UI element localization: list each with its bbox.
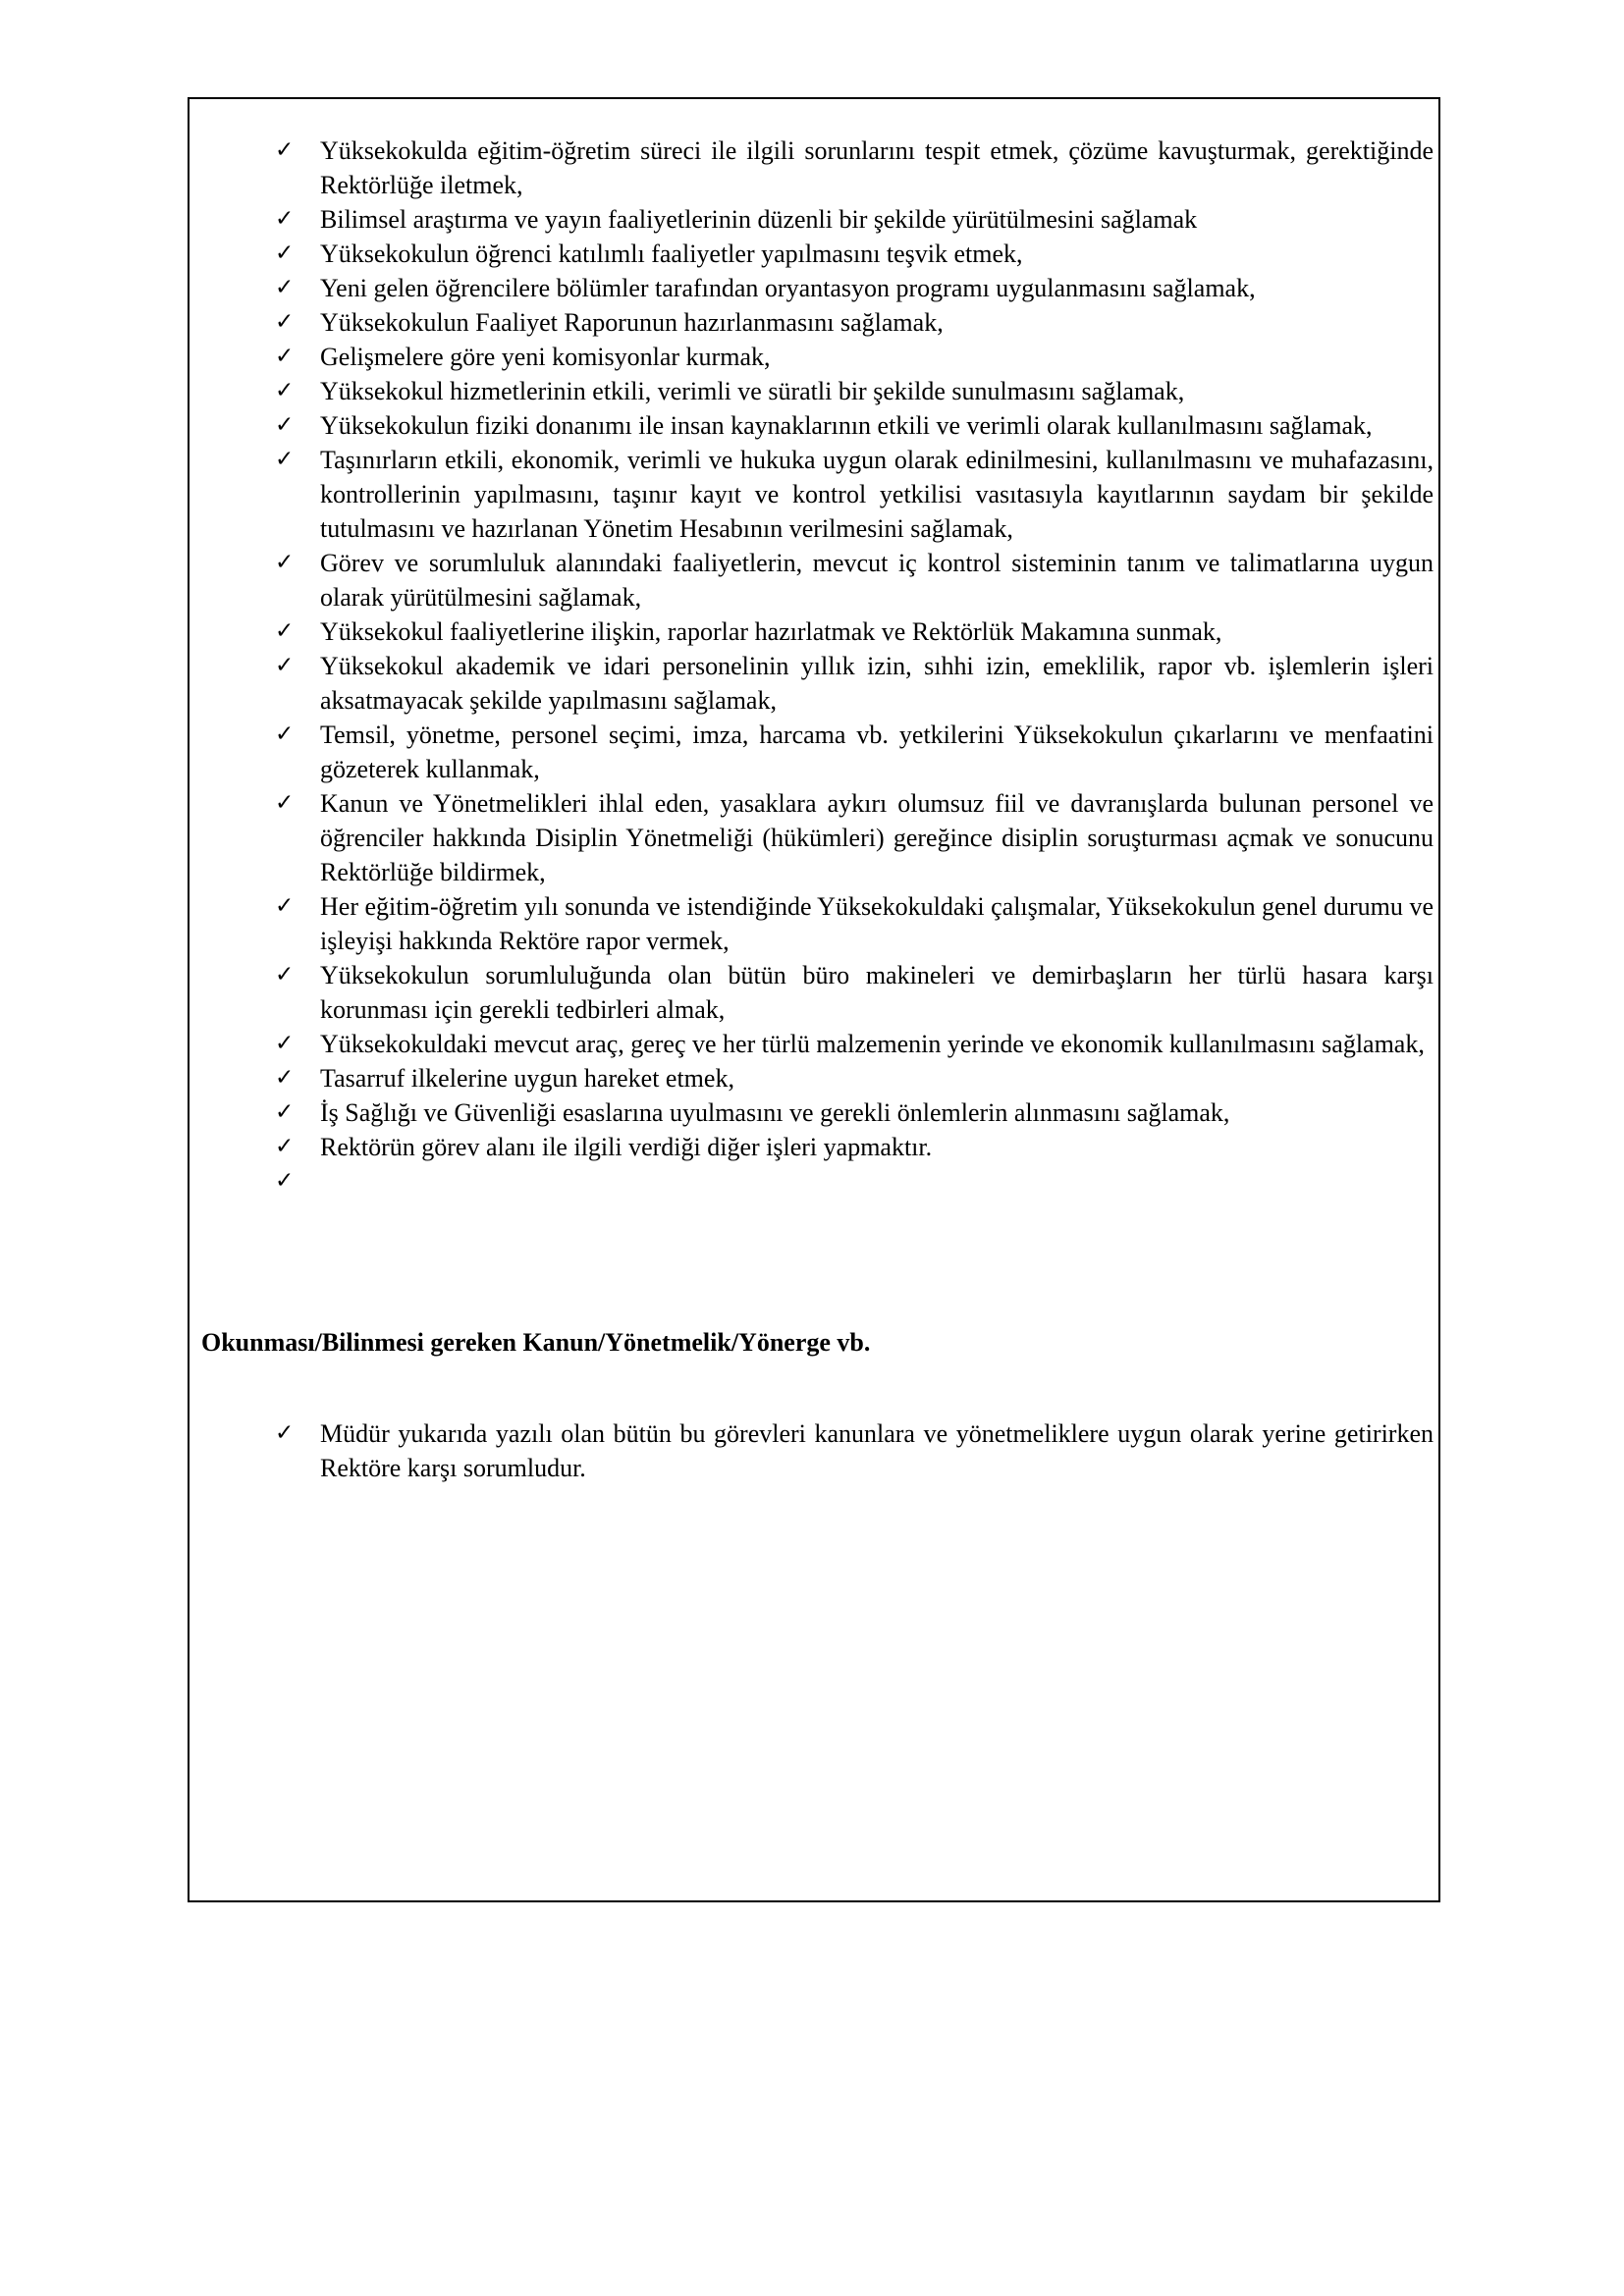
duty-text: Yüksekokul faaliyetlerine ilişkin, raporlar hazırlatmak ve Rektörlük Makamına sunmak,	[320, 617, 1222, 646]
checkmark-icon: ✓	[275, 1065, 295, 1091]
checkmark-icon: ✓	[275, 1134, 295, 1159]
list-item	[275, 546, 1434, 614]
duty-text: Her eğitim-öğretim yılı sonunda ve istendiğinde Yüksekokuldaki çalışmalar, Yüksekokulun genel durumu ve işleyişi hakkında Rektöre rapor vermek,	[320, 892, 1434, 955]
duty-text: Taşınırların etkili, ekonomik, verimli ve hukuka uygun olarak edinilmesini, kullanılmasını ve muhafazasını, kontrollerinin yapılmasını, taşınır kayıt ve kontrol yetkilisi vasıtasıyla kayıtlarının saydam bir şekilde tutulmasını ve hazırlanan Yönetim Hesabının verilmesini sağlamak,	[320, 446, 1434, 543]
list-item	[275, 305, 1434, 340]
checkmark-icon: ✓	[275, 412, 295, 438]
list-item	[275, 1416, 1434, 1485]
list-item	[275, 374, 1434, 408]
checkmark-icon: ✓	[275, 1099, 295, 1125]
checkmark-icon: ✓	[275, 1031, 295, 1056]
checkmark-icon: ✓	[275, 275, 295, 300]
duty-text: Yüksekokulun Faaliyet Raporunun hazırlanmasını sağlamak,	[320, 308, 944, 337]
note-list	[275, 1416, 1434, 1485]
duty-text: Yüksekokulda eğitim-öğretim süreci ile ilgili sorunlarını tespit etmek, çözüme kavuşturmak, gerektiğinde Rektörlüğe iletmek,	[320, 136, 1434, 199]
section-heading: Okunması/Bilinmesi gereken Kanun/Yönetmelik/Yönerge vb.	[201, 1328, 871, 1357]
checkmark-icon: ✓	[275, 1420, 295, 1446]
list-item	[275, 786, 1434, 889]
duty-text: Yüksekokulun sorumluluğunda olan bütün büro makineleri ve demirbaşların her türlü hasara karşı korunması için gerekli tedbirleri almak,	[320, 961, 1434, 1024]
list-item	[275, 614, 1434, 649]
list-item	[275, 1164, 1434, 1199]
list-item	[275, 237, 1434, 271]
duty-text: Yüksekokulun öğrenci katılımlı faaliyetler yapılmasını teşvik etmek,	[320, 240, 1023, 268]
duty-text: Yüksekokul akademik ve idari personelinin yıllık izin, sıhhi izin, emeklilik, rapor vb. işlemlerin işleri aksatmayacak şekilde yapılmasını sağlamak,	[320, 652, 1434, 715]
checkmark-icon: ✓	[275, 893, 295, 919]
duty-text: Kanun ve Yönetmelikleri ihlal eden, yasaklara aykırı olumsuz fiil ve davranışlarda bulunan personel ve öğrenciler hakkında Disiplin Yönetmeliği (hükümleri) gereğince disiplin soruşturması açmak ve sonucunu Rektörlüğe bildirmek,	[320, 789, 1434, 886]
checkmark-icon: ✓	[275, 653, 295, 678]
checkmark-icon: ✓	[275, 1168, 295, 1194]
checkmark-icon: ✓	[275, 447, 295, 472]
list-item	[275, 958, 1434, 1027]
checkmark-icon: ✓	[275, 790, 295, 816]
checkmark-icon: ✓	[275, 962, 295, 988]
list-item	[275, 408, 1434, 443]
list-item	[275, 133, 1434, 202]
checkmark-icon: ✓	[275, 618, 295, 644]
checkmark-icon: ✓	[275, 721, 295, 747]
duty-text: Rektörün görev alanı ile ilgili verdiği diğer işleri yapmaktır.	[320, 1133, 933, 1161]
checkmark-icon: ✓	[275, 550, 295, 575]
duty-text	[320, 1164, 1434, 1199]
duty-text: Yüksekokuldaki mevcut araç, gereç ve her türlü malzemenin yerinde ve ekonomik kullanılmasını sağlamak,	[320, 1030, 1425, 1058]
duty-text: İş Sağlığı ve Güvenliği esaslarına uyulmasını ve gerekli önlemlerin alınmasını sağlamak,	[320, 1098, 1230, 1127]
checkmark-icon: ✓	[275, 137, 295, 163]
list-item	[275, 271, 1434, 305]
duty-text: Görev ve sorumluluk alanındaki faaliyetlerin, mevcut iç kontrol sisteminin tanım ve talimatlarına uygun olarak yürütülmesini sağlamak,	[320, 549, 1434, 612]
list-item	[275, 889, 1434, 958]
list-item	[275, 202, 1434, 237]
list-item	[275, 1027, 1434, 1061]
duty-text: Tasarruf ilkelerine uygun hareket etmek,	[320, 1064, 734, 1093]
duty-text: Temsil, yönetme, personel seçimi, imza, harcama vb. yetkilerini Yüksekokulun çıkarlarını ve menfaatini gözeterek kullanmak,	[320, 721, 1434, 783]
checkmark-icon: ✓	[275, 378, 295, 403]
duty-text: Bilimsel araştırma ve yayın faaliyetlerinin düzenli bir şekilde yürütülmesini sağlamak	[320, 205, 1198, 234]
list-item	[275, 443, 1434, 546]
list-item	[275, 1130, 1434, 1164]
checkmark-icon: ✓	[275, 344, 295, 369]
duties-list	[275, 133, 1434, 1199]
checkmark-icon: ✓	[275, 206, 295, 232]
checkmark-icon: ✓	[275, 309, 295, 335]
duty-text: Gelişmelere göre yeni komisyonlar kurmak,	[320, 343, 771, 371]
list-item	[275, 1061, 1434, 1095]
duty-text: Yüksekokulun fiziki donanımı ile insan kaynaklarının etkili ve verimli olarak kullanılmasını sağlamak,	[320, 411, 1373, 440]
list-item	[275, 1095, 1434, 1130]
checkmark-icon: ✓	[275, 240, 295, 266]
list-item	[275, 718, 1434, 786]
duty-text: Yüksekokul hizmetlerinin etkili, verimli ve süratli bir şekilde sunulmasını sağlamak,	[320, 377, 1185, 405]
note-text: Müdür yukarıda yazılı olan bütün bu görevleri kanunlara ve yönetmeliklere uygun olarak yerine getirirken Rektöre karşı sorumludur.	[320, 1419, 1434, 1482]
list-item	[275, 340, 1434, 374]
list-item	[275, 649, 1434, 718]
duty-text: Yeni gelen öğrencilere bölümler tarafından oryantasyon programı uygulanmasını sağlamak,	[320, 274, 1256, 302]
